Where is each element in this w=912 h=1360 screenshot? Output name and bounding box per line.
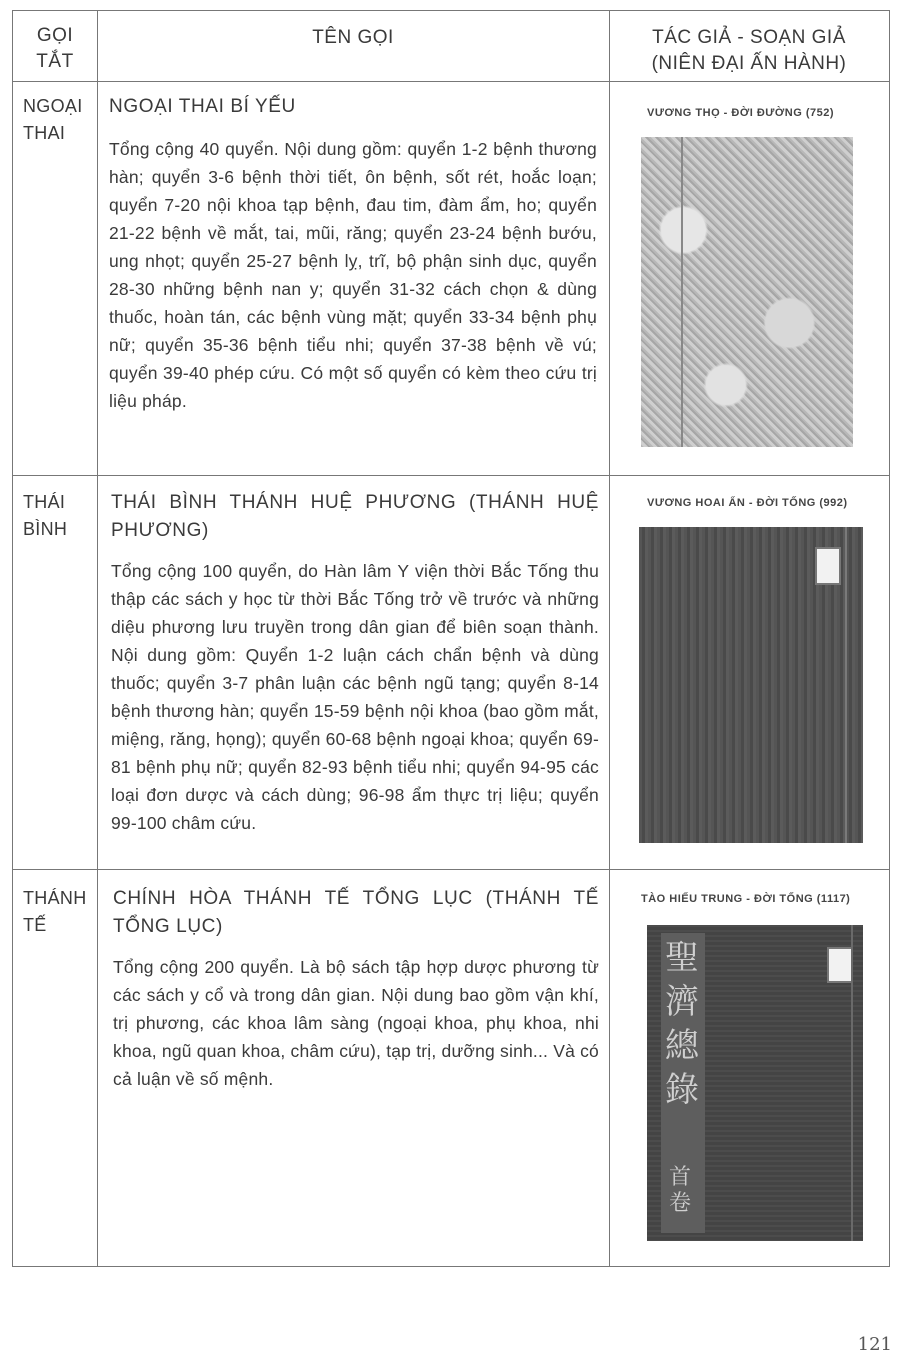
book-cover-image [641, 137, 853, 447]
book-spine-line [851, 925, 853, 1241]
header-abbreviation-line: GỌI [36, 25, 74, 46]
book-cover-image [647, 925, 863, 1241]
book-label [827, 947, 853, 983]
row-divider [13, 81, 889, 82]
book-title: THÁI BÌNH THÁNH HUỆ PHƯƠNG (THÁNH HUỆ PHƯƠNG) [111, 492, 599, 541]
book-author: VƯƠNG HOAI ẨN - ĐỜI TỐNG (992) [647, 497, 848, 509]
header-abbreviation-line: TẮT [36, 51, 74, 72]
book-title: NGOẠI THAI BÍ YẾU [109, 96, 296, 117]
cover-character: 卷 [669, 1191, 692, 1216]
row-abbreviation-line: NGOẠI [23, 96, 83, 116]
book-cover-image [639, 527, 863, 843]
book-author: VƯƠNG THỌ - ĐỜI ĐƯỜNG (752) [647, 107, 835, 119]
book-spine-line [681, 137, 683, 447]
book-author: TÀO HIẾU TRUNG - ĐỜI TỐNG (1117) [641, 893, 851, 905]
cover-character: 聖 [665, 938, 699, 978]
book-spine-line [845, 527, 847, 843]
row-abbreviation-line: THÁNH [23, 888, 87, 908]
header-name: TÊN GỌI [312, 27, 394, 48]
book-description: Tổng cộng 200 quyển. Là bộ sách tập hợp dược phương từ các sách y cổ và trong dân gian. Nội dung bao gồm vận khí, trị phương, các khoa lâm sàng (ngoại khoa, phụ khoa, nhi khoa, ngũ quan khoa, châm cứu), tạp trị, dưỡng sinh... Và có cả luận về số mệnh. [113, 957, 599, 1089]
book-description: Tổng cộng 40 quyển. Nội dung gồm: quyển 1-2 bệnh thương hàn; quyển 3-6 bệnh thời tiết, ôn bệnh, sốt rét, hoắc loạn; quyển 7-20 nội khoa tạp bệnh, đau tim, đàm ẩm, ho; quyển 21-22 bệnh về mắt, tai, mũi, răng; quyển 23-24 bệnh bướu, ung nhọt; quyển 25-27 bệnh lỵ, trĩ, bộ phận sinh dục, quyển 28-30 những bệnh nan y; quyển 31-32 cách chọn & dùng thuốc, hoàn tán, các bệnh vùng mặt; quyển 33-34 bệnh phụ nữ; quyển 35-36 bệnh tiểu nhi; quyển 37-38 bệnh về vú; quyển 39-40 phép cứu. Có một số quyển có kèm theo cứu trị liệu pháp. [109, 139, 597, 411]
header-author [609, 25, 889, 77]
row-abbreviation-line: THAI [23, 123, 66, 143]
row-divider [13, 869, 889, 870]
header-abbreviation [13, 23, 97, 75]
row-abbreviation-line: TẾ [23, 915, 47, 935]
row-abbreviation [23, 885, 87, 939]
header-author-line: TÁC GIẢ - SOẠN GIẢ [652, 27, 846, 48]
column-divider [97, 11, 98, 1266]
row-divider [13, 475, 889, 476]
cover-character: 濟 [665, 982, 699, 1022]
row-abbreviation-line: THÁI [23, 492, 66, 512]
header-author-line: (NIÊN ĐẠI ẤN HÀNH) [651, 53, 847, 74]
row-abbreviation-line: BÌNH [23, 519, 68, 539]
page-number: 121 [857, 1334, 892, 1355]
cover-character: 首 [669, 1165, 692, 1190]
column-divider [609, 11, 610, 1266]
book-label [815, 547, 841, 585]
cover-character: 錄 [665, 1070, 699, 1110]
row-abbreviation [23, 489, 67, 543]
cover-character: 總 [665, 1026, 699, 1066]
book-description: Tổng cộng 100 quyển, do Hàn lâm Y viện thời Bắc Tống thu thập các sách y học từ thời Bắc Tống trở về trước và những diệu phương lưu truyền trong dân gian để biên soạn thành. Nội dung gồm: Quyển 1-2 luận cách chẩn bệnh và dùng thuốc; quyển 3-7 phân luận các bệnh ngũ tạng; quyển 8-14 bệnh thương hàn; quyển 15-59 bệnh nội khoa (bao gồm mắt, miệng, răng, họng); quyển 60-68 bệnh ngoại khoa; quyển 69-81 bệnh phụ nữ; quyển 82-93 bệnh tiểu nhi; quyển 94-95 các loại đơn dược và cách dùng; 96-98 ẩm thực trị liệu; quyển 99-100 châm cứu. [111, 561, 599, 833]
book-title: CHÍNH HÒA THÁNH TẾ TỔNG LỤC (THÁNH TẾ TỔNG LỤC) [113, 888, 599, 937]
book-table [12, 10, 890, 1267]
row-abbreviation [23, 93, 83, 147]
